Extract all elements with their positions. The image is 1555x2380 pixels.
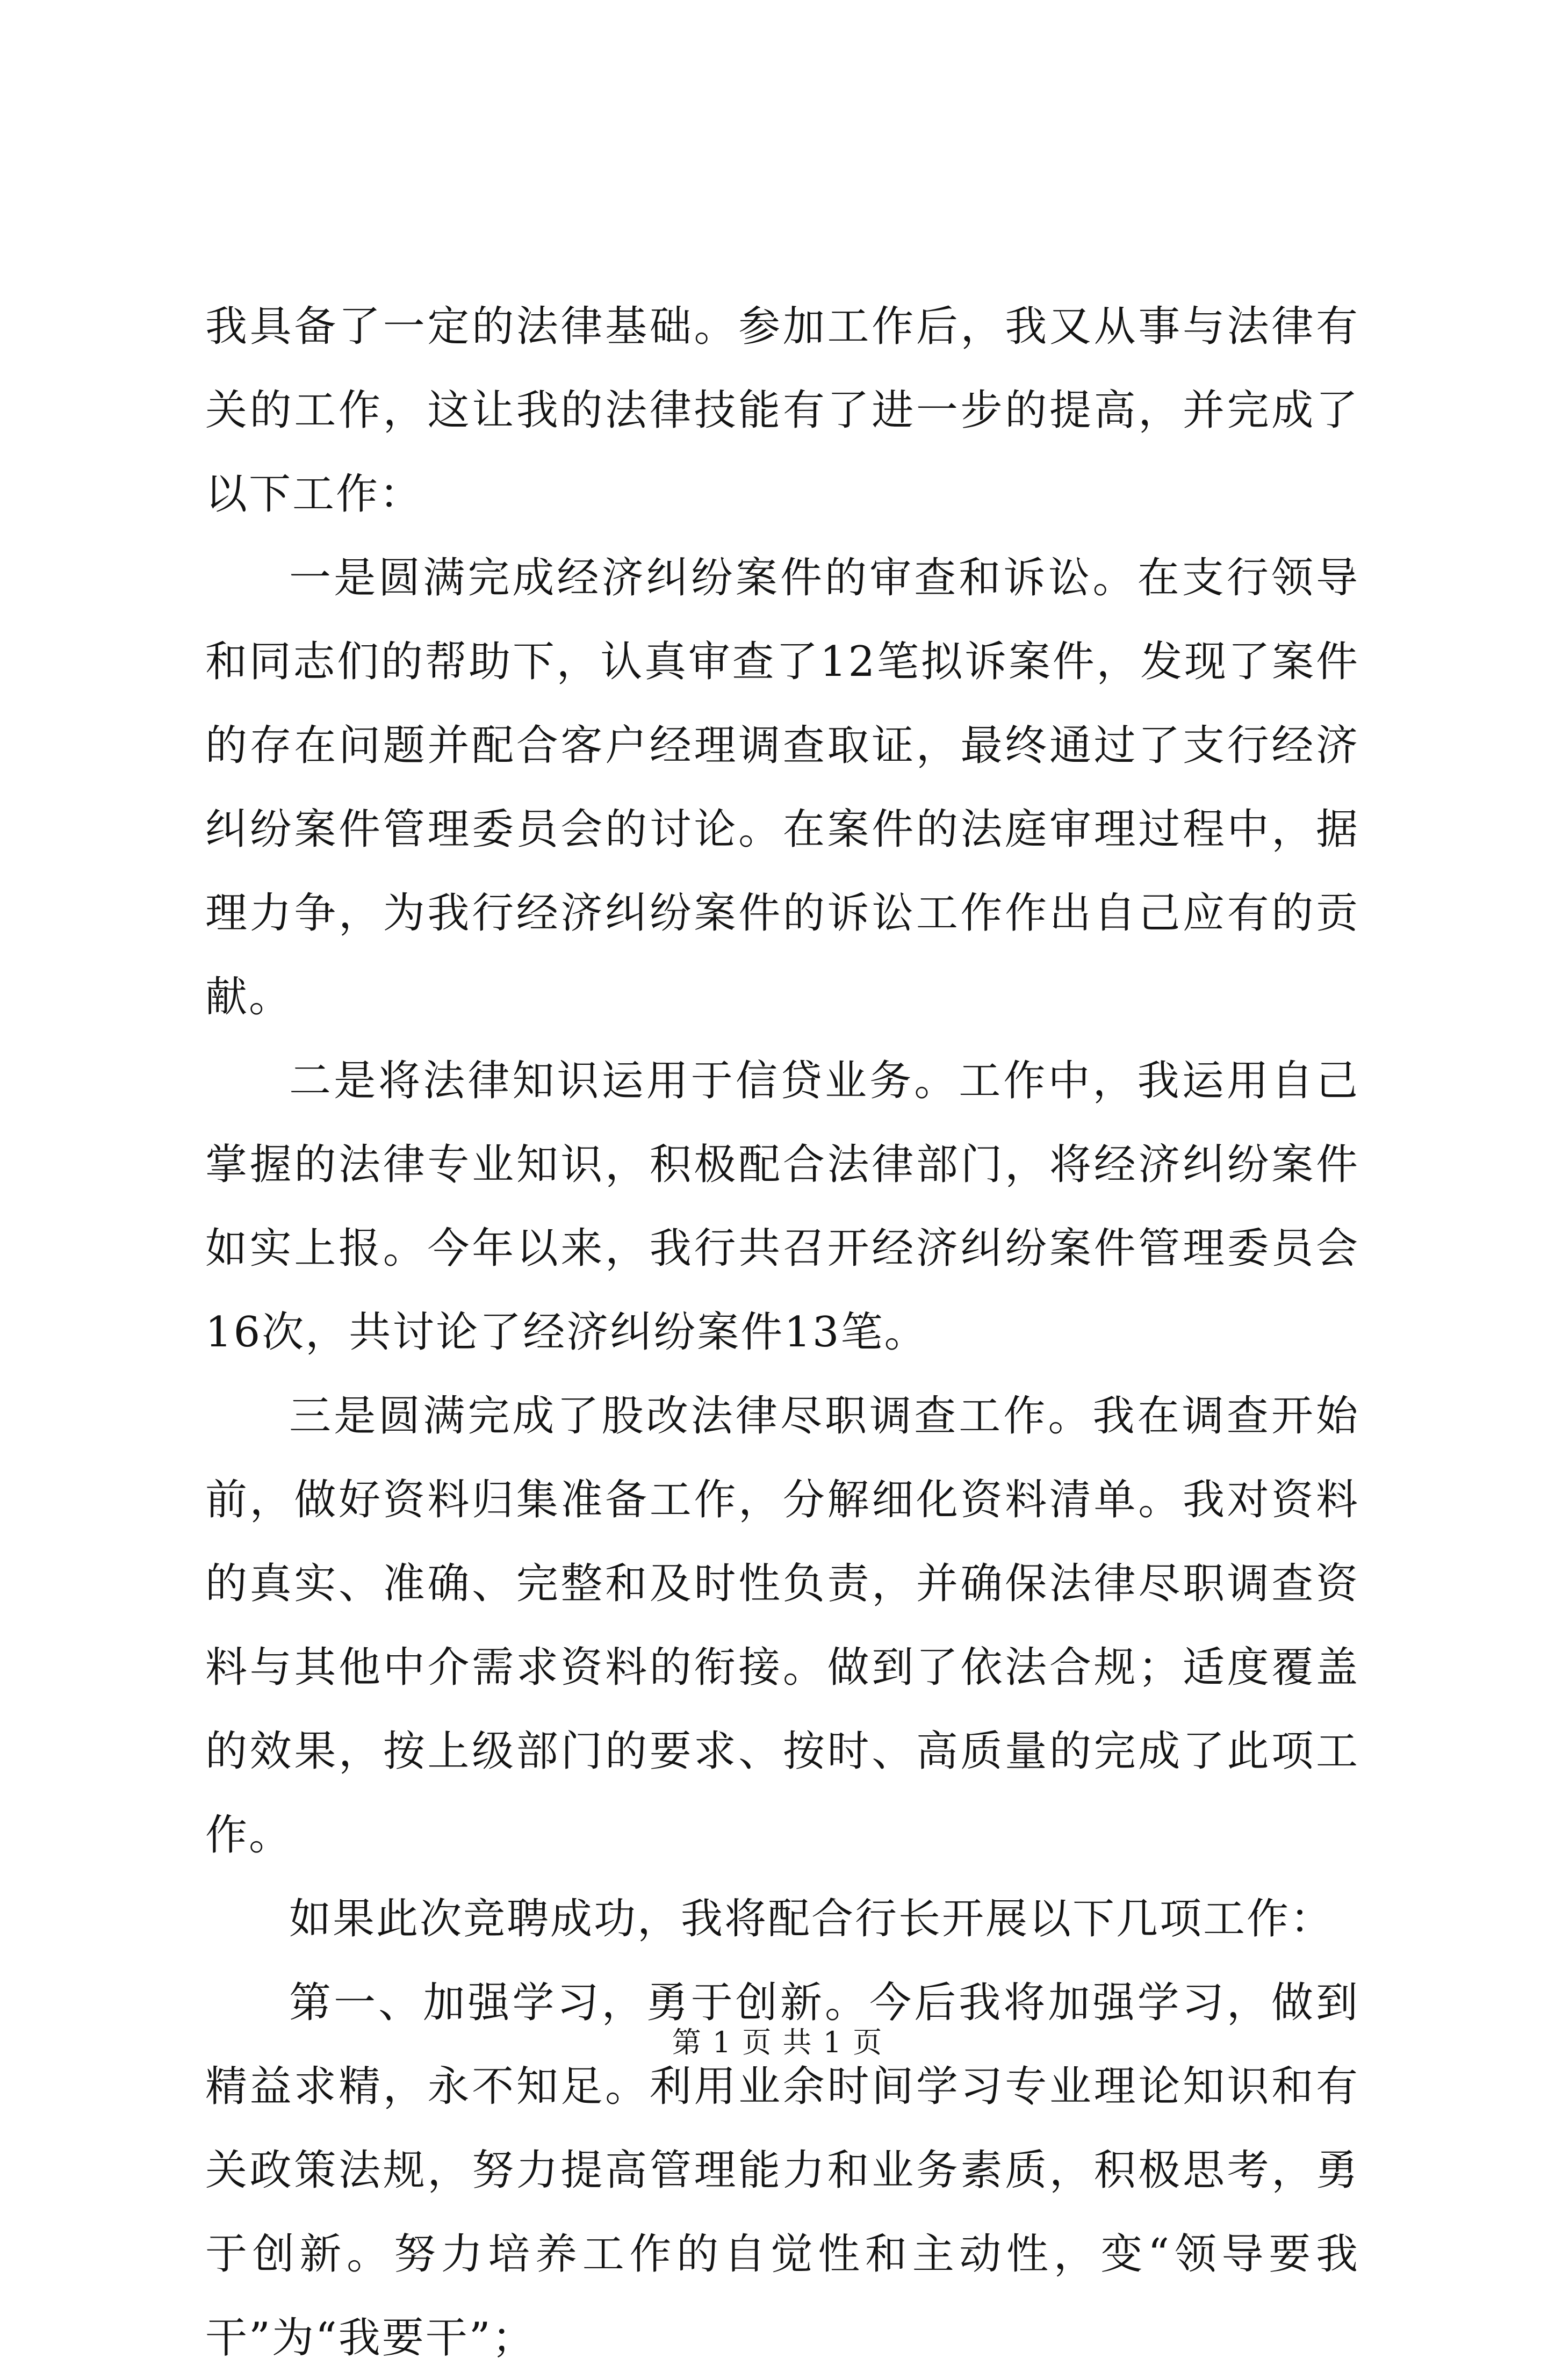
paragraph-item-two: 二是将法律知识运用于信贷业务。工作中，我运用自己掌握的法律专业知识，积极配合法律部门，将经济纠纷案件如实上报。今年以来，我行共召开经济纠纷案件管理委员会16次，共讨论了经济纠纷案件13笔。 [205, 1057, 1359, 1357]
paragraph-item-one: 一是圆满完成经济纠纷案件的审查和诉讼。在支行领导和同志们的帮助下，认真审查了12笔拟诉案件，发现了案件的存在问题并配合客户经理调查取证，最终通过了支行经济纠纷案件管理委员会的讨论。在案件的法庭审理过程中，据理力争，为我行经济纠纷案件的诉讼工作作出自己应有的贡献。 [205, 554, 1359, 1021]
paragraph-plan-intro: 如果此次竞聘成功，我将配合行长开展以下几项工作： [289, 1895, 1334, 1943]
paragraph-intro: 我具备了一定的法律基础。参加工作后，我又从事与法律有关的工作，这让我的法律技能有了进一步的提高，并完成了以下工作： [205, 302, 1359, 518]
document-body [205, 285, 1359, 2380]
page-footer: 第 1 页 共 1 页 [672, 2025, 883, 2059]
paragraph-item-three: 三是圆满完成了股改法律尽职调查工作。我在调查开始前，做好资料归集准备工作，分解细化资料清单。我对资料的真实、准确、完整和及时性负责，并确保法律尽职调查资料与其他中介需求资料的衔接。做到了依法合规；适度覆盖的效果，按上级部门的要求、按时、高质量的完成了此项工作。 [205, 1392, 1359, 1859]
paragraph-plan-first: 第一、加强学习，勇于创新。今后我将加强学习，做到精益求精，永不知足。利用业余时间学习专业理论知识和有关政策法规，努力提高管理能力和业务素质，积极思考，勇于创新。努力培养工作的自觉性和主动性，变“领导要我干”为“我要干”； [205, 1979, 1359, 2362]
